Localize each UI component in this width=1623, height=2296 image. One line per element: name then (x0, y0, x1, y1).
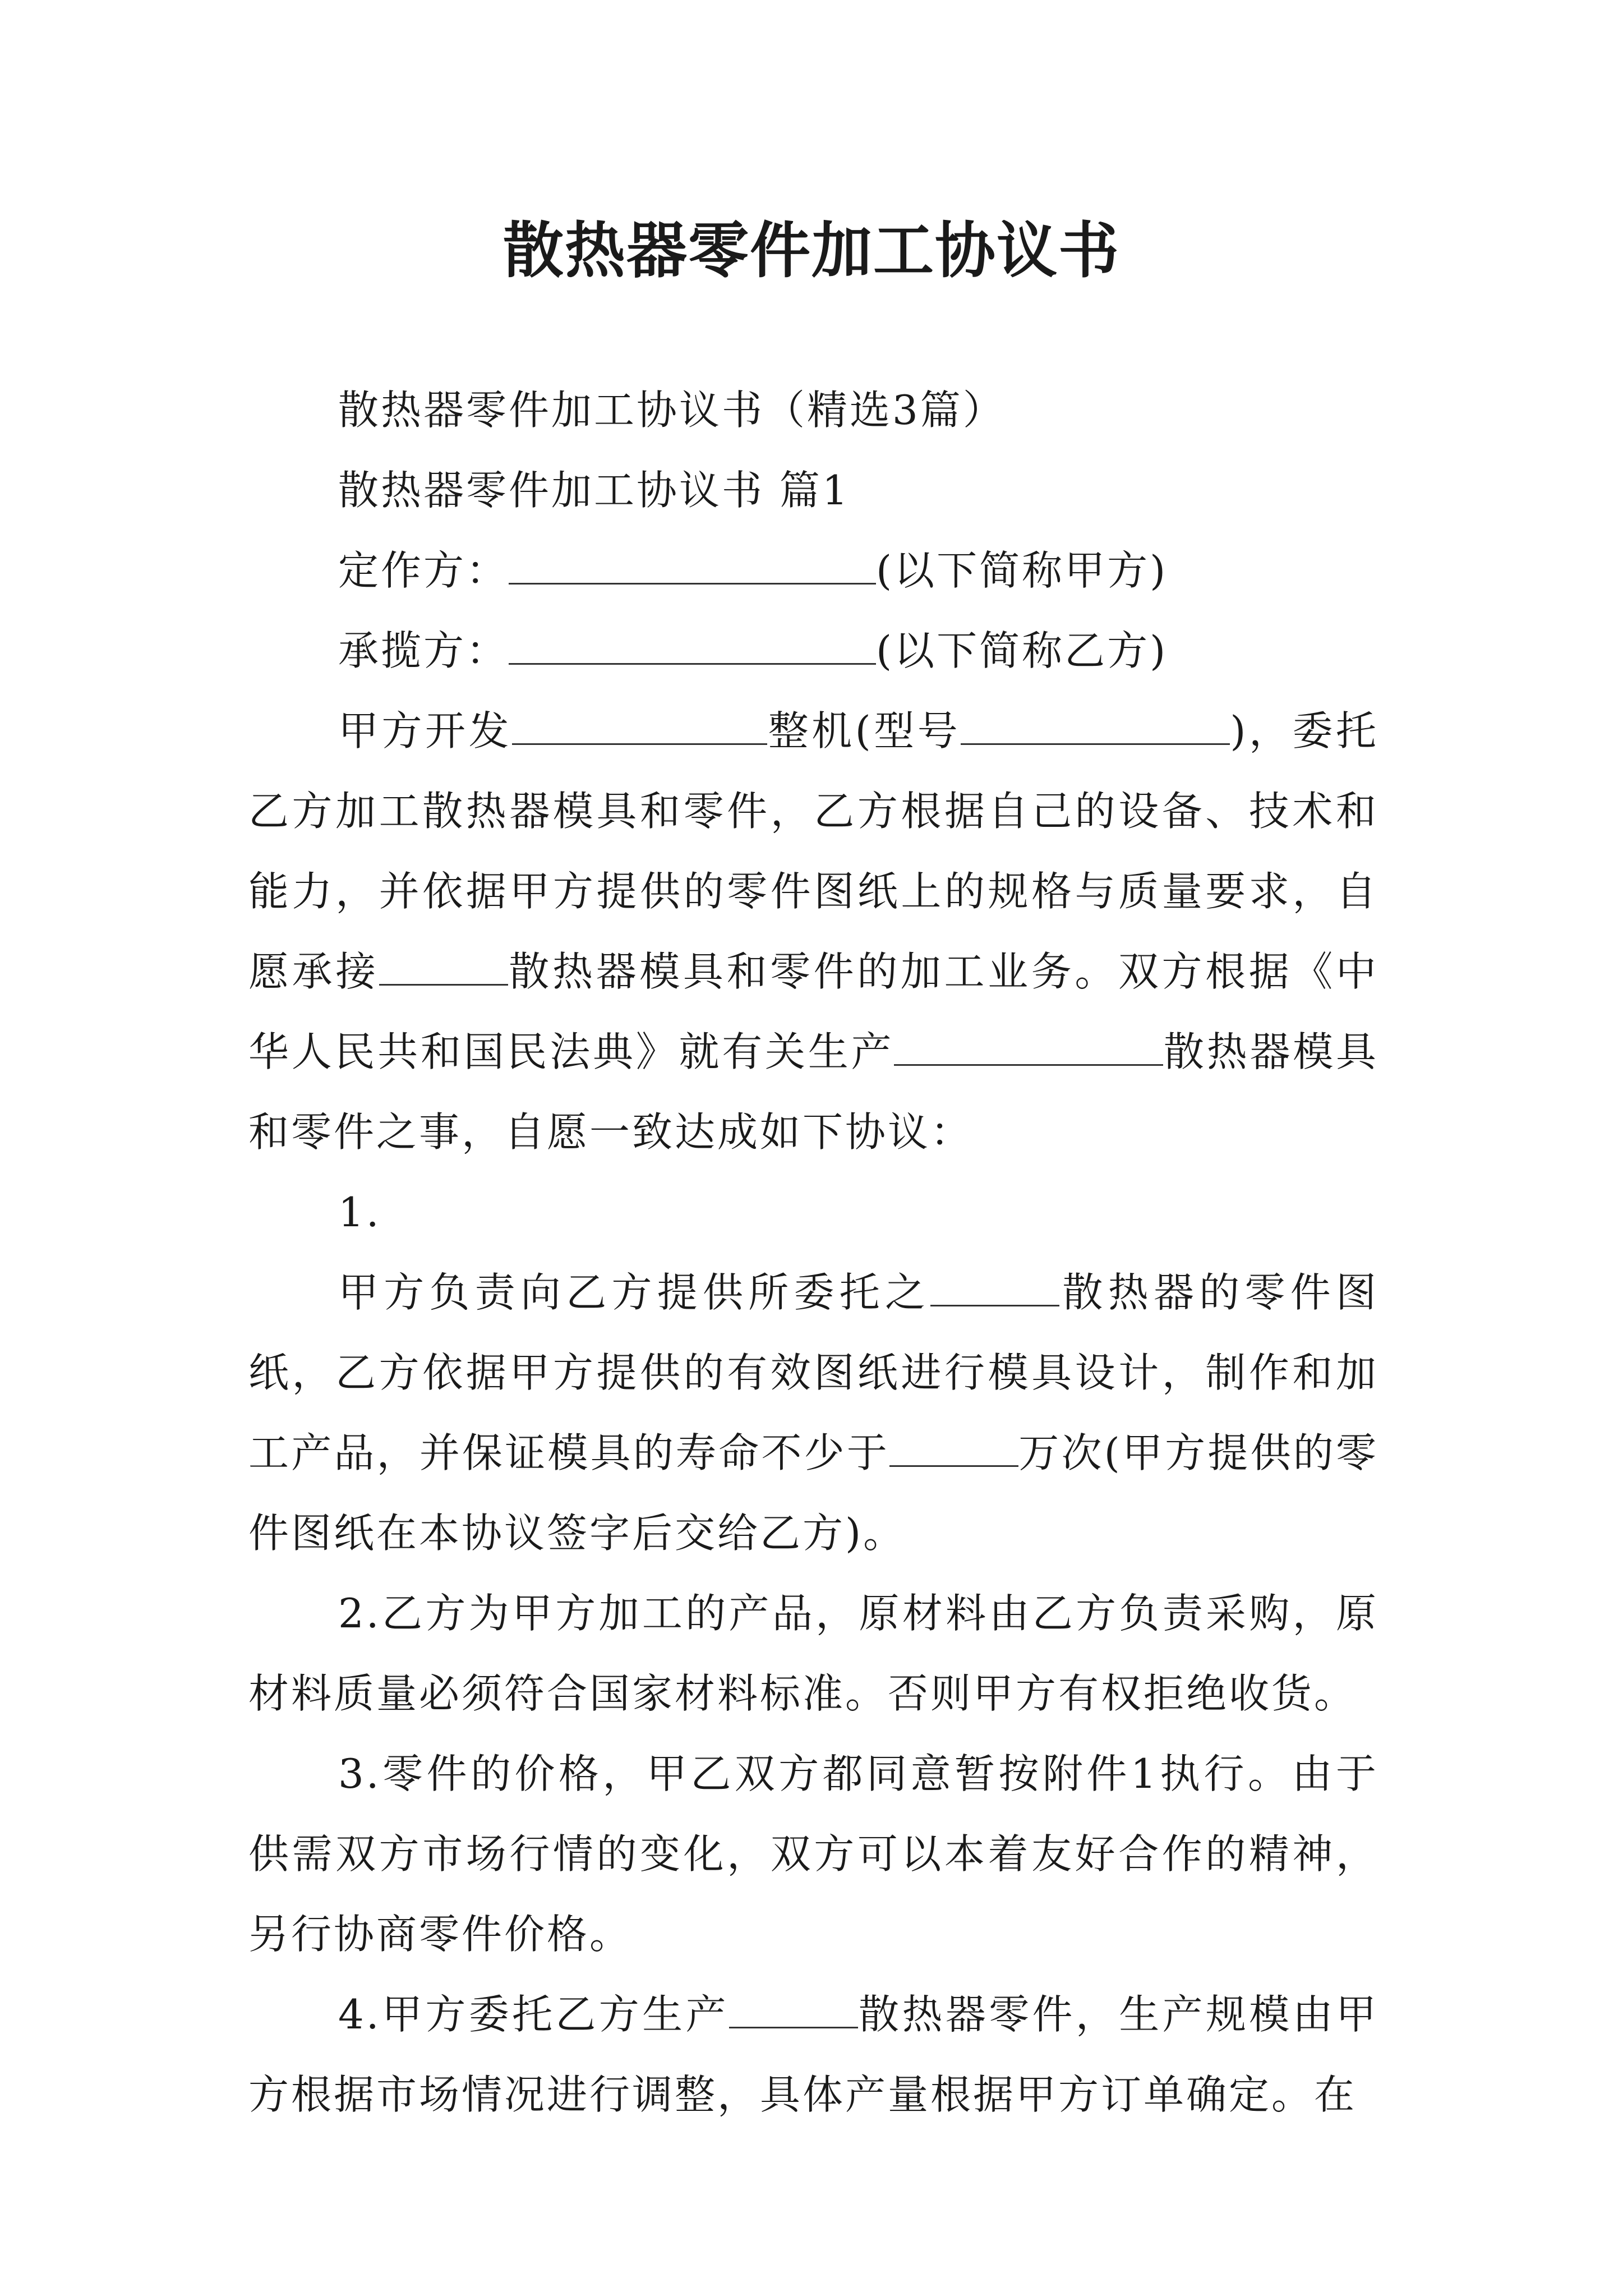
intro-text-1: 甲方开发 (338, 707, 513, 754)
clause-4-blank (729, 1989, 858, 2028)
intro-blank-3 (379, 946, 508, 986)
intro-paragraph (248, 691, 1378, 1172)
intro-blank-4 (894, 1026, 1163, 1066)
party-a-suffix: (以下简称甲方) (876, 547, 1168, 594)
intro-text-5: 散热器模具和零件之事，自愿一致达成如下协议： (248, 1028, 1378, 1156)
clause-1 (248, 1253, 1378, 1573)
clause-1-text-2: 散热器的零件图纸，乙方依据甲方提供的有效图纸进行模具设计，制作和加工产品，并保证模具的寿命不少于 (248, 1269, 1378, 1476)
intro-blank-2 (961, 705, 1230, 745)
subtitle: 散热器零件加工协议书（精选3篇） (338, 386, 1006, 434)
clause-4-text-1: 4.甲方委托乙方生产 (338, 1991, 729, 2038)
clause-1-text-3: 万次(甲方提供的零件图纸在本协议签字后交给乙方)。 (248, 1429, 1378, 1557)
document-body (248, 370, 1378, 2135)
clause-1-number: 1. (338, 1189, 381, 1236)
party-b-suffix: (以下简称乙方) (876, 627, 1168, 674)
intro-text-3: )，委托乙方加工散热器模具和零件，乙方根据自己的设备、技术和能力，并依据甲方提供的零件图纸上的规格与质量要求，自愿承接 (248, 707, 1378, 995)
clause-1-blank-1 (930, 1267, 1059, 1306)
party-b-blank (509, 625, 876, 665)
intro-blank-1 (512, 705, 767, 745)
section-heading: 散热器零件加工协议书 篇1 (338, 467, 850, 514)
clause-1-blank-2 (889, 1427, 1018, 1467)
clause-4 (248, 1975, 1378, 2135)
party-b-label: 承揽方： (338, 627, 509, 674)
clause-2: 2.乙方为甲方加工的产品，原材料由乙方负责采购，原材料质量必须符合国家材料标准。否则甲方有权拒绝收货。 (248, 1590, 1378, 1717)
party-a-label: 定作方： (338, 547, 509, 594)
document-title: 散热器零件加工协议书 (502, 215, 1120, 286)
intro-text-4: 散热器模具和零件的加工业务。双方根据《中华人民共和国民法典》就有关生产 (248, 948, 1378, 1075)
party-a-blank (509, 545, 876, 585)
intro-text-2: 整机(型号 (767, 707, 961, 754)
clause-1-text-1: 甲方负责向乙方提供所委托之 (338, 1269, 931, 1316)
clause-3: 3.零件的价格，甲乙双方都同意暂按附件1执行。由于供需双方市场行情的变化，双方可以本着友好合作的精神，另行协商零件价格。 (248, 1750, 1378, 1958)
party-a-line (248, 531, 1378, 611)
party-b-line (248, 611, 1378, 691)
clause-4-text-2: 散热器零件，生产规模由甲方根据市场情况进行调整，具体产量根据甲方订单确定。在 (248, 1991, 1378, 2118)
